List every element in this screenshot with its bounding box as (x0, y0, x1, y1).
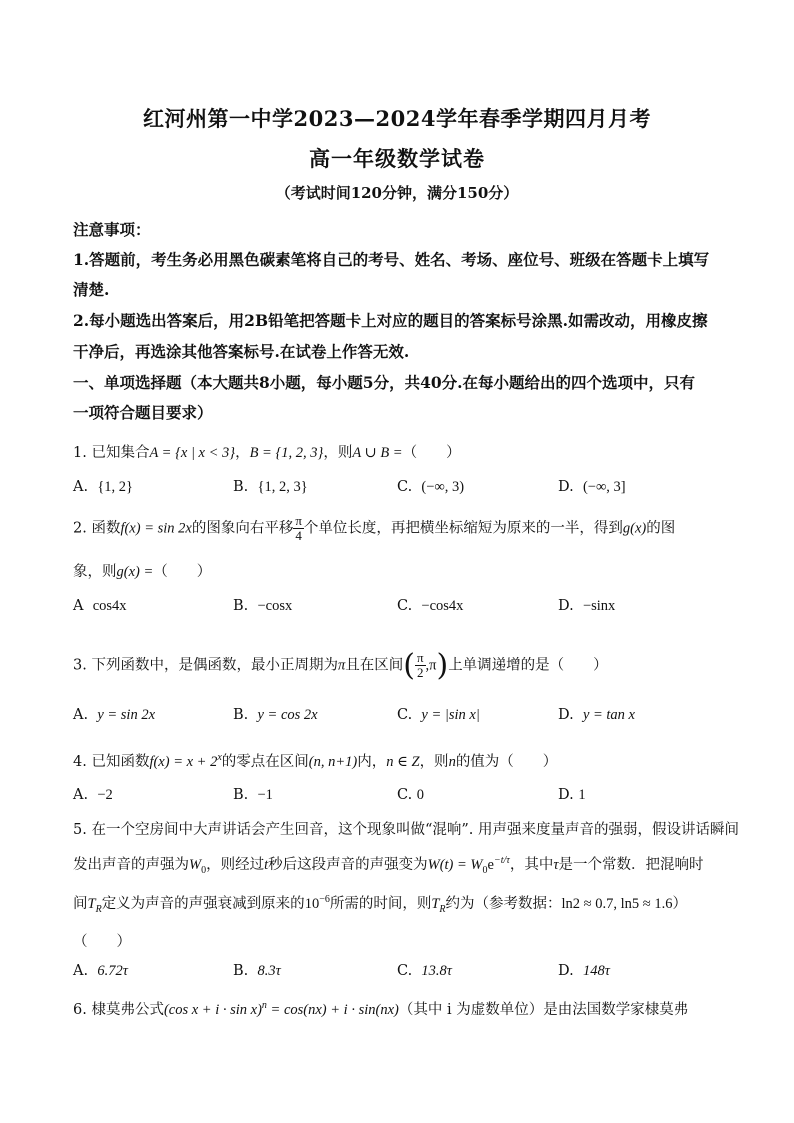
section-1-heading-line-2: 一项符合题目要求） (73, 403, 213, 422)
q1-option-c: C. (−∞, 3) (397, 479, 465, 495)
question-2-line-1: 2. 函数f(x) = sin 2x的图象向右平移 $\frac{\pi}{4}$ 个单位长度，再把横坐标缩短为原来的一半，得到g(x)的图 (73, 513, 676, 543)
question-2-line-2: 象，则g(x) =（ ） (73, 564, 212, 580)
q1-option-a: A. {1, 2} (73, 479, 133, 495)
note-2-line-1: 2.每小题选出答案后，用2B铅笔把答题卡上对应的题目的答案标号涂黑.如需改动，用橡皮擦 (73, 311, 708, 330)
q2-option-c: C. −cos4x (397, 598, 464, 614)
q1-option-d: D. (−∞, 3] (558, 479, 626, 495)
question-4: 4. 已知函数$f(x) = x + 2^x$的零点在区间(n, n+1)内，n ∈ Z，则n的值为（ ） (73, 752, 558, 770)
set-b: B = {1, 2, 3} (249, 445, 324, 461)
exam-title: 红河州第一中学2023—2024学年春季学期四月月考 (143, 106, 651, 131)
q5-option-a: A. 6.72τ (73, 963, 128, 979)
question-5-line-1: 5. 在一个空房间中大声讲话会产生回音，这个现象叫做“混响”. 用声强来度量声音的强弱，假设讲话瞬间 (73, 822, 739, 838)
question-6: 6. 棣莫弗公式(cos x + i · sin x)$^n$ = cos(nx) + i · sin(nx)（其中 i 为虚数单位）是由法国数学家棣莫弗 (73, 1000, 689, 1018)
question-1: 1. 已知集合A = {x | x < 3}，B = {1, 2, 3}，则A ∪ B =（ ） (73, 445, 461, 461)
exam-info: （考试时间120分钟，满分150分） (275, 184, 519, 202)
q4-option-b: B. −1 (233, 787, 273, 803)
section-1-heading-line-1: 一、单项选择题（本大题共8小题，每小题5分，共40分.在每小题给出的四个选项中，只有 (73, 373, 696, 392)
q4-option-d: D. 1 (558, 787, 586, 803)
q2-option-d: D. −sinx (558, 598, 616, 614)
question-3: 3. 下列函数中，是偶函数，最小正周期为π且在区间( $\frac{\pi}{2}$ ,π)上单调递增的是（ ） (73, 648, 608, 683)
q2-option-a: A cos4x (73, 598, 127, 614)
notes-heading: 注意事项： (73, 220, 151, 239)
q5-option-c: C. 13.8τ (397, 963, 452, 979)
q5-option-d: D. 148τ (558, 963, 610, 979)
q3-option-b: B. y = cos 2x (233, 707, 318, 723)
fraction-pi-over-4: $\frac{\pi}{4}$ (295, 513, 302, 543)
question-5-line-4: （ ） (73, 934, 131, 950)
note-1-line-1: 1.答题前，考生务必用黑色碳素笔将自己的考号、姓名、考场、座位号、班级在答题卡上填写 (73, 250, 710, 269)
q3-option-c: C. y = |sin x| (397, 707, 480, 723)
q1-option-b: B. {1, 2, 3} (233, 479, 308, 495)
q5-option-b: B. 8.3τ (233, 963, 281, 979)
q4-option-c: C. 0 (397, 787, 425, 803)
set-a: A = {x | x < 3} (149, 445, 236, 461)
q3-option-a: A. y = sin 2x (73, 707, 156, 723)
note-2-line-2: 干净后，再选涂其他答案标号.在试卷上作答无效. (73, 342, 410, 361)
note-1-line-2: 清楚. (73, 280, 110, 299)
q3-option-d: D. y = tan x (558, 707, 635, 723)
q4-option-a: A. −2 (73, 787, 113, 803)
q2-option-b: B. −cosx (233, 598, 293, 614)
question-5-line-3: 间$T_R$定义为声音的声强衰减到原来的$10^{-6}$所需的时间，则$T_R$约为（参考数据：ln2 ≈ 0.7, ln5 ≈ 1.6） (73, 894, 687, 915)
question-5-line-2: 发出声音的声强为$W_0$，则经过t秒后这段声音的声强变为$W(t) = W_0e^{-t/\tau}$，其中τ是一个常数．把混响时 (73, 855, 704, 876)
exam-subtitle: 高一年级数学试卷 (309, 146, 485, 171)
